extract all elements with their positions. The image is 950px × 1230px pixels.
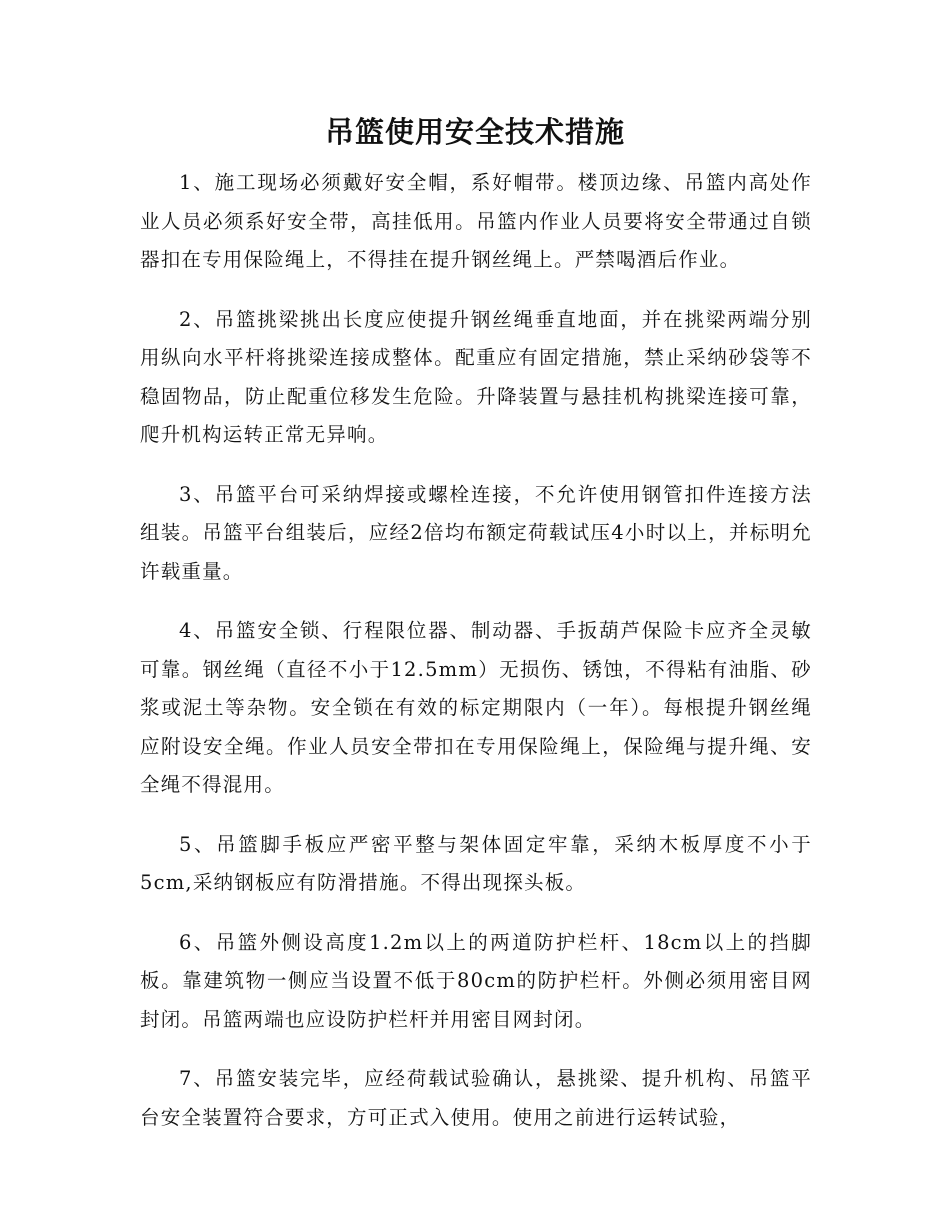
paragraph-3: 3、吊篮平台可采纳焊接或螺栓连接，不允许使用钢管扣件连接方法组装。吊篮平台组装后，应经2倍均布额定荷载试压4小时以上，并标明允许载重量。: [140, 482, 812, 583]
paragraph-7: 7、吊篮安装完毕，应经荷载试验确认，悬挑梁、提升机构、吊篮平台安全装置符合要求，方可正式入使用。使用之前进行运转试验，: [140, 1067, 812, 1129]
paragraph-6: 6、吊篮外侧设高度1.2m以上的两道防护栏杆、18cm以上的挡脚板。靠建筑物一侧应当设置不低于80cm的防护栏杆。外侧必须用密目网封闭。吊篮两端也应设防护栏杆并用密目网封闭。: [140, 930, 812, 1031]
paragraph-5: 5、吊篮脚手板应严密平整与架体固定牢靠，采纳木板厚度不小于5cm,采纳钢板应有防滑措施。不得出现探头板。: [140, 832, 812, 894]
paragraph-4: 4、吊篮安全锁、行程限位器、制动器、手扳葫芦保险卡应齐全灵敏可靠。钢丝绳（直径不小于12.5mm）无损伤、锈蚀，不得粘有油脂、砂浆或泥土等杂物。安全锁在有效的标定期限内（一年）。每根提升钢丝绳应附设安全绳。作业人员安全带扣在专用保险绳上，保险绳与提升绳、安全绳不得混用。: [140, 619, 812, 796]
paragraph-1: 1、施工现场必须戴好安全帽，系好帽带。楼顶边缘、吊篮内高处作业人员必须系好安全带，高挂低用。吊篮内作业人员要将安全带通过自锁器扣在专用保险绳上，不得挂在提升钢丝绳上。严禁喝酒后作业。: [140, 171, 812, 271]
document-title: 吊篮使用安全技术措施: [324, 115, 625, 149]
document-body: [140, 164, 812, 1158]
paragraph-2: 2、吊篮挑梁挑出长度应使提升钢丝绳垂直地面，并在挑梁两端分别用纵向水平杆将挑梁连接成整体。配重应有固定措施，禁止采纳砂袋等不稳固物品，防止配重位移发生危险。升降装置与悬挂机构挑梁连接可靠，爬升机构运转正常无异响。: [140, 307, 812, 446]
